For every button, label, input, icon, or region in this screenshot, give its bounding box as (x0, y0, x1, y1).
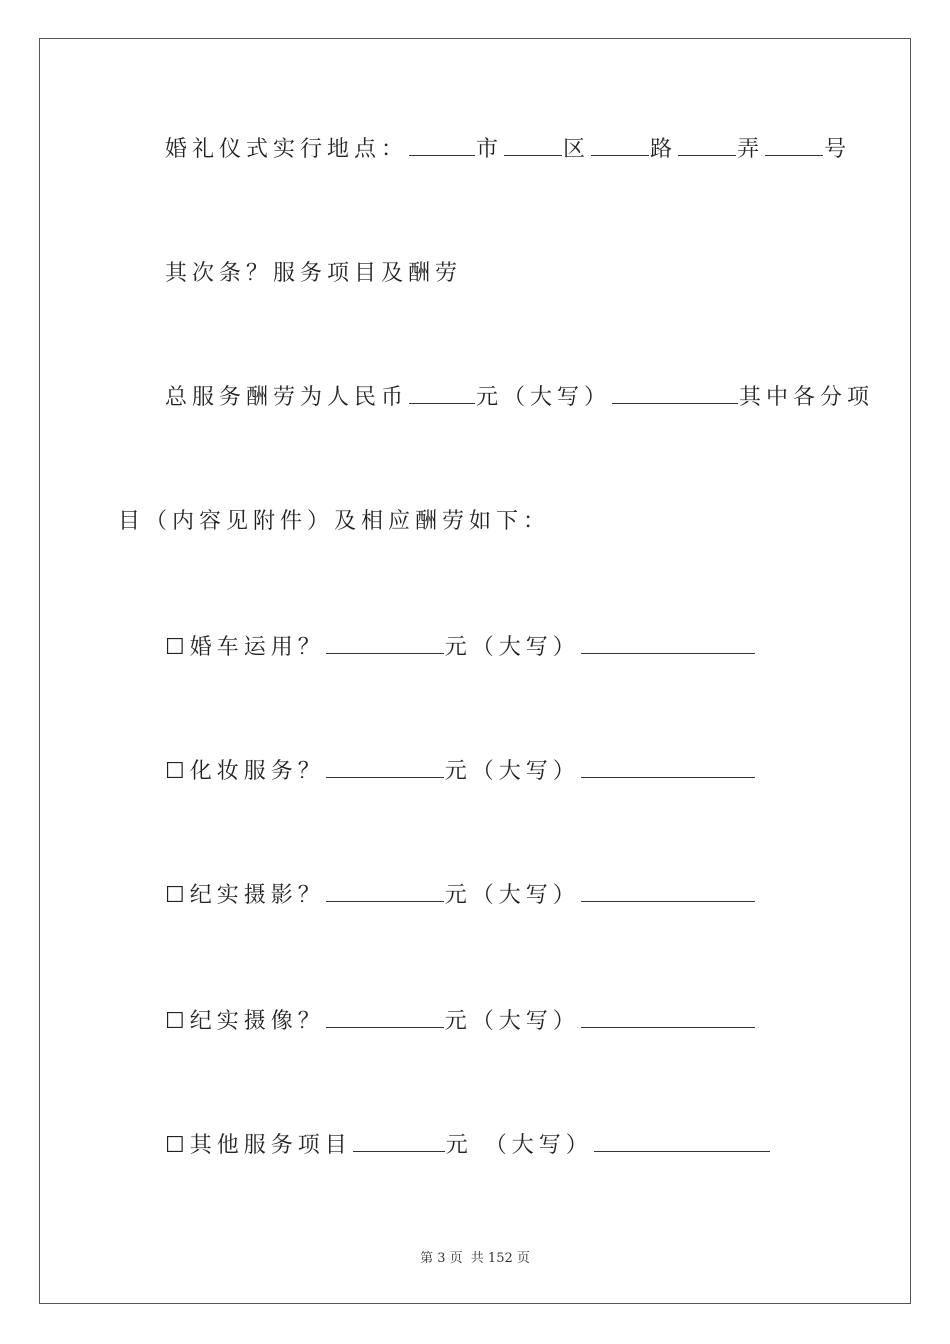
item-amount-blank[interactable] (326, 1007, 444, 1028)
page-border (39, 38, 911, 1304)
item-label: 纪实摄影？ (189, 883, 325, 908)
item-unit: 元 （大写） (445, 1133, 593, 1158)
page-footer (0, 1247, 950, 1266)
road-label: 路 (650, 137, 678, 162)
item-row (165, 1131, 771, 1161)
item-uppercase-blank[interactable] (581, 757, 755, 778)
checkbox-icon[interactable]: ☐ (165, 1133, 190, 1158)
lane-blank[interactable] (678, 135, 736, 156)
total-uppercase-blank[interactable] (612, 383, 738, 404)
total-unit: 元（大写） (476, 385, 612, 410)
city-label: 市 (476, 137, 504, 162)
lane-label: 弄 (737, 137, 765, 162)
item-amount-blank[interactable] (353, 1131, 445, 1152)
district-label: 区 (563, 137, 591, 162)
item-unit: 元（大写） (444, 883, 580, 908)
item-uppercase-blank[interactable] (581, 881, 755, 902)
city-blank[interactable] (409, 135, 475, 156)
item-unit: 元（大写） (444, 635, 580, 660)
article2-heading: 其次条？服务项目及酬劳 (165, 261, 463, 286)
checkbox-icon[interactable]: ☐ (165, 1009, 190, 1034)
page-total: 共 152 页 (470, 1251, 530, 1266)
district-blank[interactable] (504, 135, 562, 156)
venue-label: 婚礼仪式实行地点： (165, 137, 409, 162)
item-row (165, 881, 756, 911)
number-label: 号 (824, 137, 852, 162)
item-label: 纪实摄像？ (189, 1009, 325, 1034)
page-number: 第 3 页 (420, 1251, 463, 1266)
item-amount-blank[interactable] (326, 633, 444, 654)
total-fee-line (165, 383, 874, 413)
checkbox-icon[interactable]: ☐ (165, 635, 190, 660)
checkbox-icon[interactable]: ☐ (165, 883, 190, 908)
item-amount-blank[interactable] (326, 757, 444, 778)
venue-line (165, 135, 851, 165)
total-amount-blank[interactable] (409, 383, 475, 404)
item-unit: 元（大写） (444, 1009, 580, 1034)
item-label: 化妆服务？ (189, 759, 325, 784)
item-uppercase-blank[interactable] (581, 1007, 755, 1028)
item-unit: 元（大写） (444, 759, 580, 784)
item-label: 其他服务项目 (189, 1133, 352, 1158)
road-blank[interactable] (591, 135, 649, 156)
item-row (165, 757, 756, 787)
item-row (165, 1007, 756, 1037)
item-row (165, 633, 756, 663)
total-continuation: 目（内容见附件）及相应酬劳如下： (118, 509, 551, 534)
number-blank[interactable] (765, 135, 823, 156)
total-text-cont: 其中各分项 (739, 385, 875, 410)
checkbox-icon[interactable]: ☐ (165, 759, 190, 784)
item-amount-blank[interactable] (326, 881, 444, 902)
item-label: 婚车运用？ (189, 635, 325, 660)
total-text: 总服务酬劳为人民币 (165, 385, 409, 410)
item-uppercase-blank[interactable] (594, 1131, 770, 1152)
item-uppercase-blank[interactable] (581, 633, 755, 654)
